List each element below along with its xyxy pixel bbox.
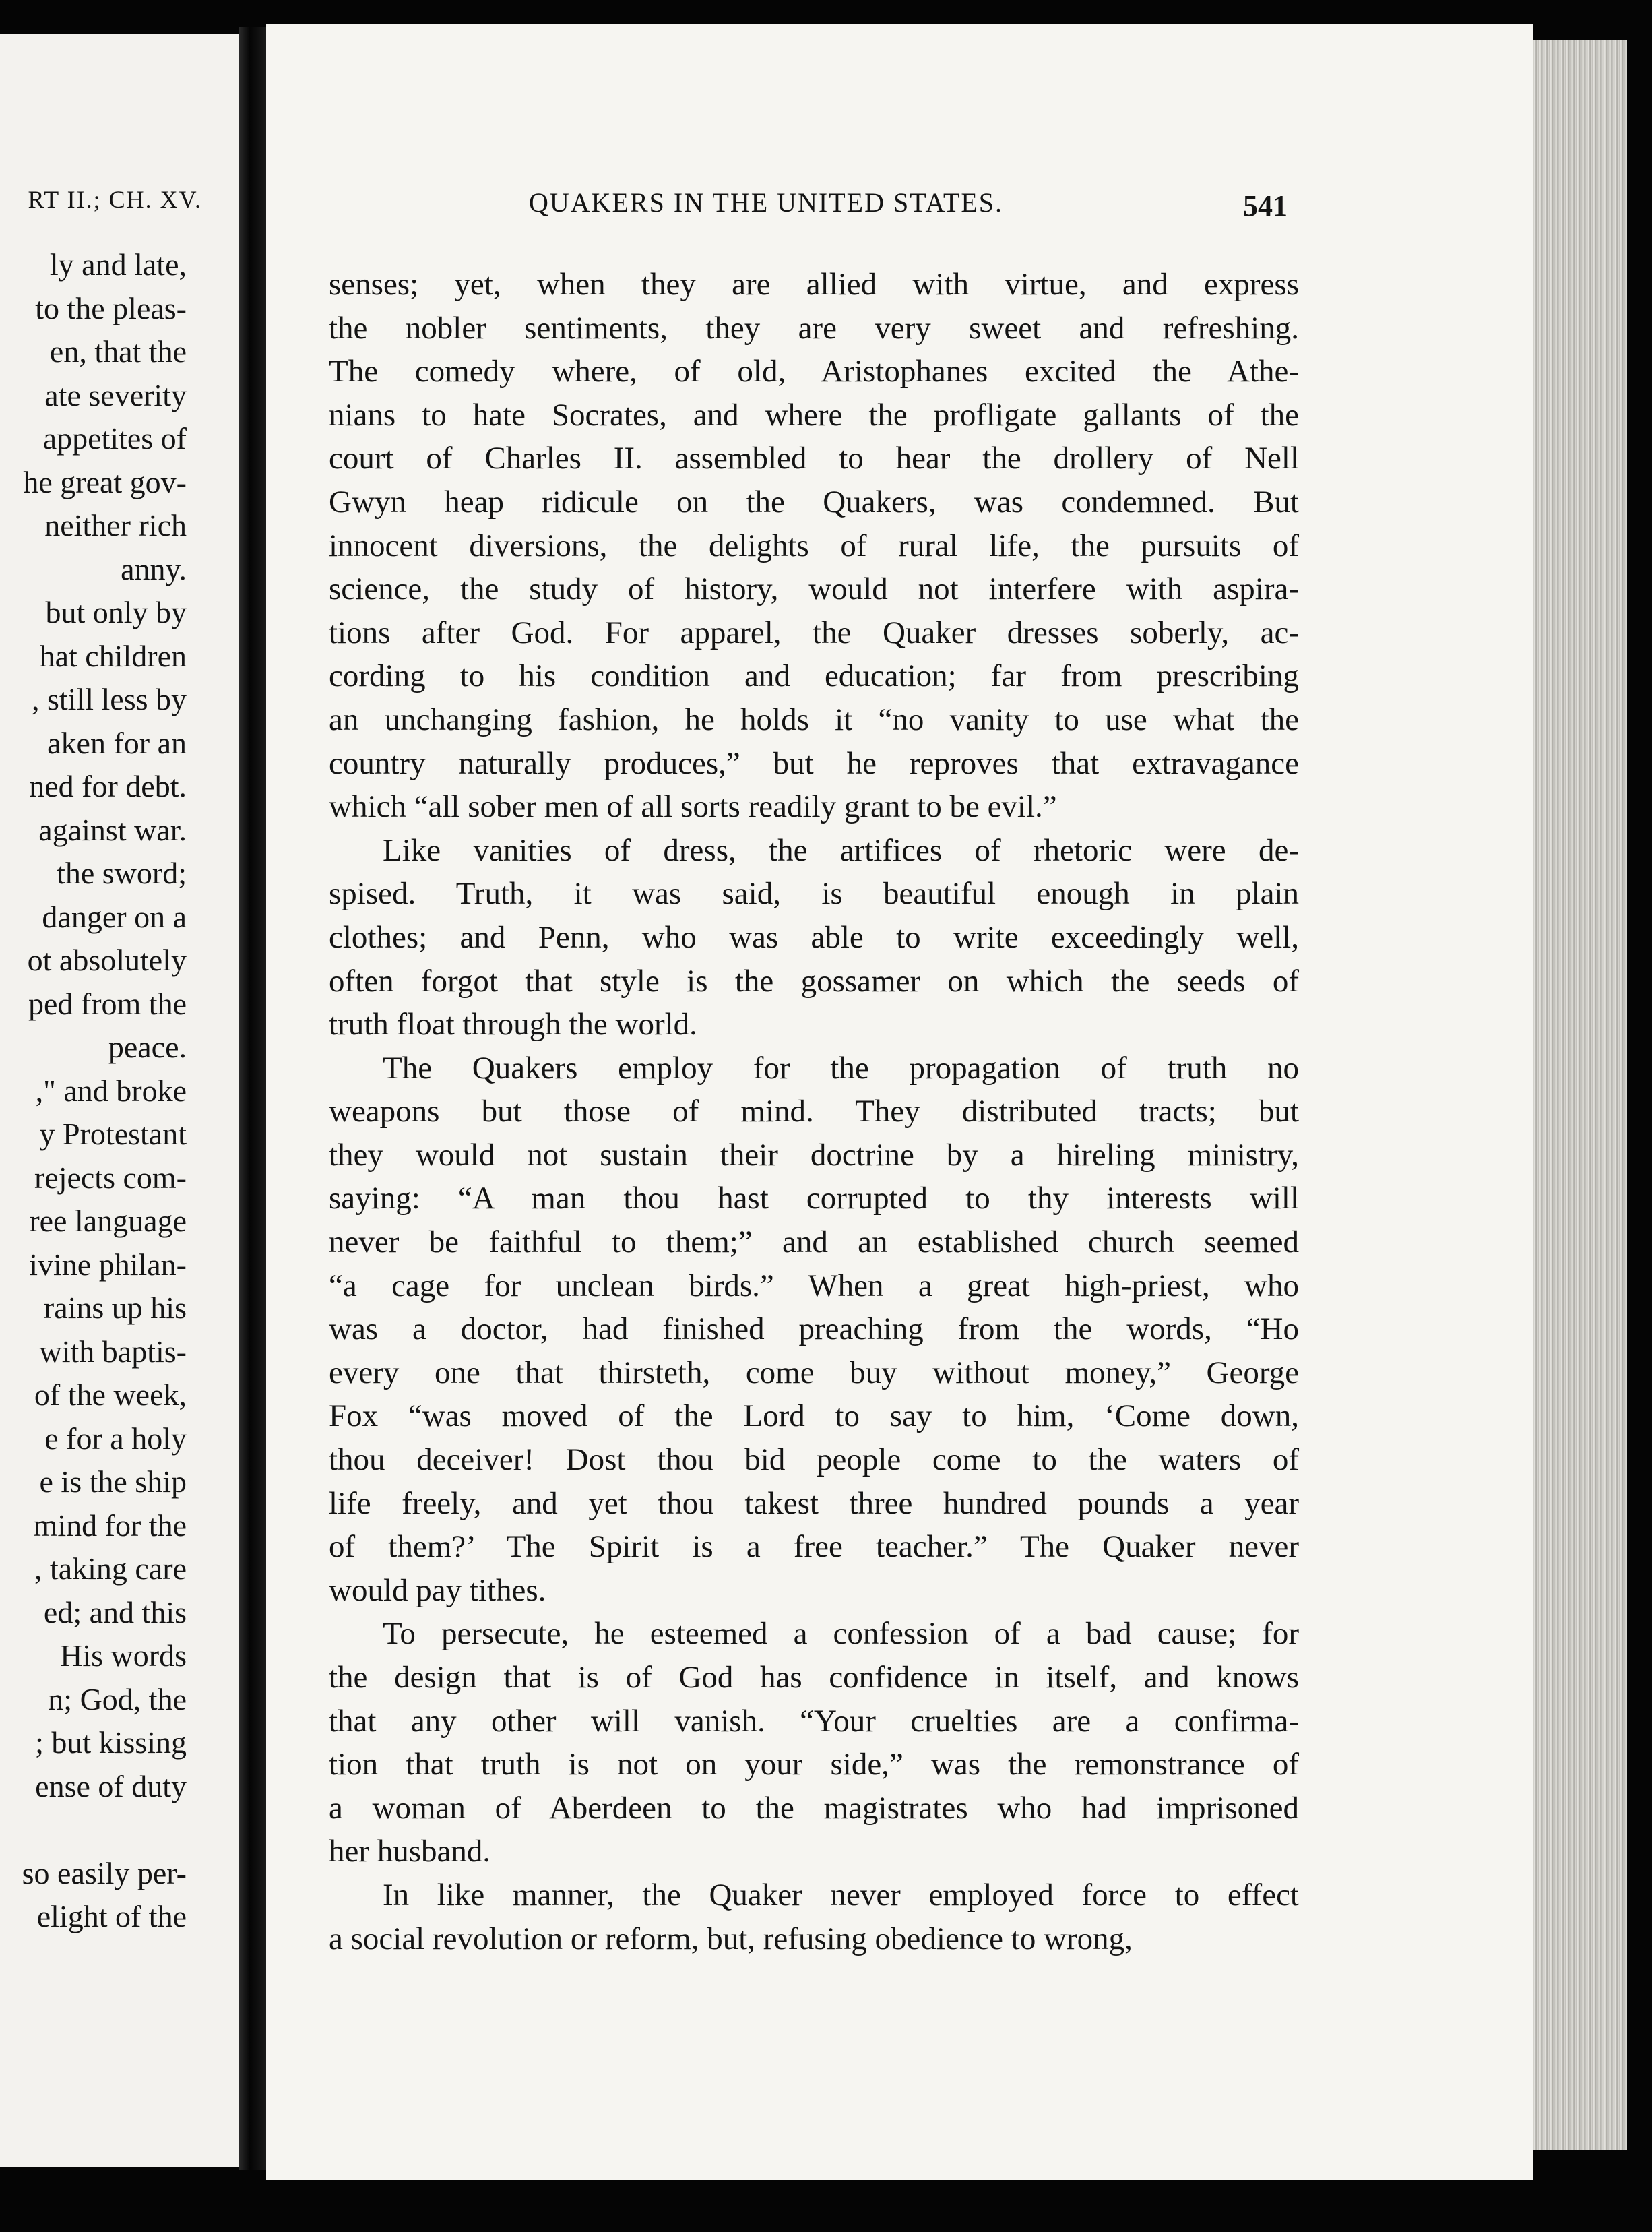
- left-text-line: ; but kissing: [35, 1725, 187, 1760]
- left-page: [0, 34, 239, 2167]
- text-line: that any other will vanish. “Your cruelties are a confirma-: [329, 1703, 1299, 1739]
- left-text-line: danger on a: [42, 899, 187, 934]
- text-line: senses; yet, when they are allied with virtue, and express: [329, 267, 1299, 302]
- left-text-line: e is the ship: [39, 1464, 187, 1499]
- left-text-line: he great gov-: [23, 464, 187, 499]
- text-line: cording to his condition and education; far from prescribing: [329, 658, 1299, 694]
- text-line: truth float through the world.: [329, 1007, 697, 1043]
- left-text-line: ned for debt.: [29, 769, 187, 803]
- text-line: spised. Truth, it was said, is beautiful enough in plain: [329, 876, 1299, 912]
- body-text: [329, 263, 1299, 1960]
- page-number: 541: [1243, 189, 1288, 222]
- left-text-line: ense of duty: [35, 1768, 187, 1803]
- left-text-line: rains up his: [43, 1291, 187, 1325]
- text-line: they would not sustain their doctrine by a hireling ministry,: [329, 1137, 1299, 1173]
- text-line: The Quakers employ for the propagation of truth no: [383, 1050, 1299, 1086]
- text-line: saying: “A man thou hast corrupted to thy interests will: [329, 1181, 1299, 1216]
- text-line: an unchanging fashion, he holds it “no vanity to use what the: [329, 702, 1299, 737]
- text-line: court of Charles II. assembled to hear the drollery of Nell: [329, 441, 1299, 476]
- text-line: of them?’ The Spirit is a free teacher.” The Quaker never: [329, 1529, 1299, 1565]
- text-line: innocent diversions, the delights of rural life, the pursuits of: [329, 528, 1299, 563]
- left-text-line: appetites of: [42, 421, 187, 456]
- left-text-line: ," and broke: [35, 1073, 187, 1108]
- text-line: her husband.: [329, 1834, 491, 1869]
- running-head: QUAKERS IN THE UNITED STATES.: [529, 187, 1004, 218]
- left-text-line: of the week,: [34, 1377, 187, 1412]
- left-text-line: , still less by: [31, 682, 187, 716]
- text-line: the nobler sentiments, they are very sweet and refreshing.: [329, 310, 1299, 346]
- text-line: country naturally produces,” but he reproves that extravagance: [329, 745, 1299, 781]
- left-text-line: ate severity: [44, 377, 187, 412]
- text-line: the design that is of God has confidence in itself, and knows: [329, 1660, 1299, 1695]
- page-edges: [1533, 40, 1627, 2150]
- text-line: In like manner, the Quaker never employed force to effect: [383, 1877, 1299, 1913]
- text-line: tion that truth is not on your side,” was the remonstrance of: [329, 1747, 1299, 1782]
- left-text-line: but only by: [45, 595, 187, 629]
- text-line: The comedy where, of old, Aristophanes excited the Athe-: [329, 354, 1299, 390]
- left-text-line: His words: [60, 1638, 187, 1673]
- left-text-line: aken for an: [47, 725, 187, 760]
- left-text-line: ivine philan-: [29, 1247, 187, 1282]
- left-text-line: e for a holy: [44, 1421, 187, 1456]
- text-line: life freely, and yet thou takest three hundred pounds a year: [329, 1485, 1299, 1521]
- text-line: clothes; and Penn, who was able to write exceedingly well,: [329, 919, 1299, 955]
- left-text-line: n; God, the: [48, 1681, 187, 1716]
- text-line: every one that thirsteth, come buy without money,” George: [329, 1355, 1299, 1390]
- text-line: often forgot that style is the gossamer on which the seeds of: [329, 963, 1299, 999]
- book-gutter: [239, 27, 266, 2170]
- text-line: Gwyn heap ridicule on the Quakers, was condemned. But: [329, 484, 1299, 520]
- text-line: which “all sober men of all sorts readily grant to be evil.”: [329, 789, 1057, 825]
- left-text-line: so easily per-: [22, 1855, 187, 1890]
- left-text-line: elight of the: [36, 1899, 187, 1933]
- left-text-line: ot absolutely: [27, 943, 187, 977]
- left-text-line: ped from the: [28, 986, 187, 1021]
- text-line: To persecute, he esteemed a confession of a bad cause; for: [383, 1616, 1299, 1652]
- text-line: thou deceiver! Dost thou bid people come to the waters of: [329, 1442, 1299, 1478]
- text-line: a social revolution or reform, but, refusing obedience to wrong,: [329, 1921, 1133, 1956]
- left-text-line: hat children: [39, 638, 187, 673]
- left-text-line: with baptis-: [39, 1334, 187, 1369]
- left-text-line: en, that the: [49, 334, 187, 369]
- text-line: “a cage for unclean birds.” When a great high-priest, who: [329, 1268, 1299, 1303]
- left-text-line: peace.: [108, 1030, 187, 1064]
- left-text-line: , taking care: [34, 1551, 187, 1586]
- left-text-line: mind for the: [33, 1508, 187, 1543]
- text-line: a woman of Aberdeen to the magistrates who had imprisoned: [329, 1790, 1299, 1826]
- text-line: weapons but those of mind. They distributed tracts; but: [329, 1094, 1299, 1129]
- left-text-line: rejects com-: [34, 1160, 187, 1195]
- left-text-line: ed; and this: [43, 1594, 187, 1630]
- text-line: tions after God. For apparel, the Quaker dresses soberly, ac-: [329, 615, 1299, 650]
- text-line: was a doctor, had finished preaching from the words, “Ho: [329, 1311, 1299, 1347]
- text-line: would pay tithes.: [329, 1572, 546, 1608]
- text-line: nians to hate Socrates, and where the profligate gallants of the: [329, 397, 1299, 433]
- left-text-line: to the pleas-: [35, 290, 187, 326]
- left-running-head: RT II.; CH. XV.: [28, 186, 202, 213]
- left-text-line: neither rich: [44, 508, 187, 542]
- text-line: Fox “was moved of the Lord to say to him, ‘Come down,: [329, 1398, 1299, 1434]
- text-line: science, the study of history, would not interfere with aspira-: [329, 571, 1299, 607]
- left-text-line: ly and late,: [49, 247, 187, 282]
- text-line: never be faithful to them;” and an established church seemed: [329, 1224, 1299, 1260]
- left-text-line: ree language: [29, 1204, 187, 1238]
- left-text-line: y Protestant: [39, 1117, 187, 1151]
- text-line: Like vanities of dress, the artifices of rhetoric were de-: [383, 832, 1299, 868]
- left-text-line: anny.: [121, 551, 187, 586]
- left-text-line: the sword;: [57, 856, 187, 890]
- left-text-line: against war.: [38, 812, 187, 847]
